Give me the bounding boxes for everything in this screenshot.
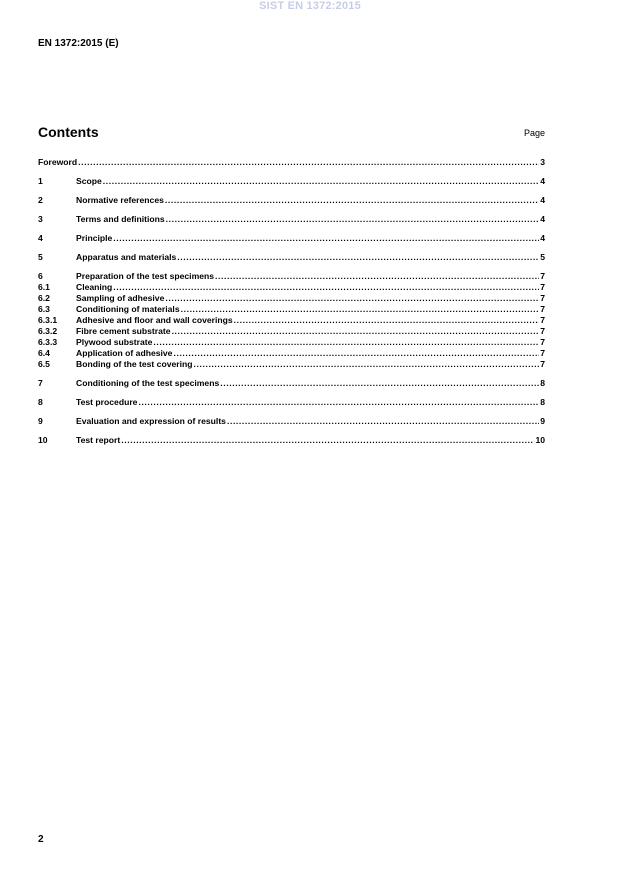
toc-number: 8: [38, 397, 43, 407]
toc-number: 6.2: [38, 293, 50, 303]
toc-entry-9[interactable]: [38, 416, 545, 427]
toc-number: 6.5: [38, 359, 50, 369]
toc-leader: [121, 435, 534, 446]
toc-page: 4: [540, 233, 545, 243]
toc-page: 7: [540, 271, 545, 281]
toc-title: Fibre cement substrate: [76, 326, 171, 336]
toc-entry-1[interactable]: [38, 176, 545, 187]
toc-entry-6-3-3[interactable]: [38, 337, 545, 348]
watermark: SIST EN 1372:2015: [259, 0, 361, 12]
toc-leader: [113, 233, 539, 244]
toc-entry-4[interactable]: [38, 233, 545, 244]
toc-title: Terms and definitions: [76, 214, 165, 224]
toc-leader: [194, 359, 540, 370]
toc-entry-6-3-1[interactable]: [38, 315, 545, 326]
toc-entry-6-1[interactable]: [38, 282, 545, 293]
toc-leader: [153, 337, 539, 348]
toc-entry-6-3[interactable]: [38, 304, 545, 315]
toc-entry-6-5[interactable]: [38, 359, 545, 370]
toc-leader: [227, 416, 539, 427]
toc-leader: [103, 176, 539, 187]
toc-entry-2[interactable]: [38, 195, 545, 206]
toc-page: 7: [540, 337, 545, 347]
toc-page: 8: [540, 397, 545, 407]
toc-leader: [165, 293, 539, 304]
toc-number: 6.3.3: [38, 337, 58, 347]
toc-entry-6[interactable]: [38, 271, 545, 282]
toc-title: Normative references: [76, 195, 164, 205]
toc-leader: [166, 214, 540, 225]
toc-leader: [78, 157, 539, 168]
toc-number: 9: [38, 416, 43, 426]
toc-entry-6-3-2[interactable]: [38, 326, 545, 337]
toc-title: Test report: [76, 435, 121, 445]
toc-entry-10[interactable]: [38, 435, 545, 446]
toc-leader: [138, 397, 539, 408]
toc-page: 4: [540, 214, 545, 224]
toc-page: 7: [540, 315, 545, 325]
toc-page: 7: [540, 359, 545, 369]
page-number: 2: [38, 834, 44, 845]
toc-title: Evaluation and expression of results: [76, 416, 226, 426]
table-of-contents: [38, 157, 545, 446]
toc-entry-7[interactable]: [38, 378, 545, 389]
toc-title: Plywood substrate: [76, 337, 153, 347]
toc-number: 1: [38, 176, 43, 186]
toc-title: Sampling of adhesive: [76, 293, 165, 303]
toc-page: 5: [540, 252, 545, 262]
toc-number: 4: [38, 233, 43, 243]
document-id: EN 1372:2015 (E): [38, 38, 119, 49]
toc-leader: [215, 271, 539, 282]
toc-page: 7: [540, 282, 545, 292]
toc-leader: [181, 304, 540, 315]
toc-entry-8[interactable]: [38, 397, 545, 408]
toc-page: 4: [540, 195, 545, 205]
toc-leader: [173, 348, 539, 359]
toc-page: 4: [540, 176, 545, 186]
toc-page: 10: [535, 435, 545, 445]
toc-title: Cleaning: [76, 282, 113, 292]
toc-page: 7: [540, 326, 545, 336]
toc-page: 7: [540, 293, 545, 303]
toc-entry-foreword[interactable]: [38, 157, 545, 168]
toc-leader: [234, 315, 540, 326]
toc-entry-6-4[interactable]: [38, 348, 545, 359]
toc-page: 7: [540, 348, 545, 358]
contents-heading: Contents: [38, 124, 99, 140]
toc-leader: [113, 282, 539, 293]
toc-page: 9: [540, 416, 545, 426]
toc-number: 2: [38, 195, 43, 205]
toc-entry-6-2[interactable]: [38, 293, 545, 304]
toc-leader: [172, 326, 540, 337]
toc-number: 7: [38, 378, 43, 388]
toc-leader: [165, 195, 539, 206]
toc-number: 5: [38, 252, 43, 262]
toc-title: Principle: [76, 233, 113, 243]
toc-number: 6.3.2: [38, 326, 58, 336]
toc-number: 6.4: [38, 348, 50, 358]
toc-title: Preparation of the test specimens: [76, 271, 215, 281]
toc-title: Conditioning of materials: [76, 304, 180, 314]
toc-title: Conditioning of the test specimens: [76, 378, 220, 388]
page-column-label: Page: [523, 128, 545, 138]
toc-entry-3[interactable]: [38, 214, 545, 225]
toc-title: Application of adhesive: [76, 348, 173, 358]
toc-title: Test procedure: [76, 397, 138, 407]
toc-title: Scope: [76, 176, 102, 186]
toc-leader: [177, 252, 539, 263]
toc-title: Bonding of the test covering: [76, 359, 193, 369]
toc-page: 7: [540, 304, 545, 314]
toc-entry-5[interactable]: [38, 252, 545, 263]
toc-number: 3: [38, 214, 43, 224]
toc-title: Foreword: [38, 157, 78, 167]
toc-leader: [220, 378, 539, 389]
toc-page: 8: [540, 378, 545, 388]
toc-number: 6.1: [38, 282, 50, 292]
toc-title: Adhesive and floor and wall coverings: [76, 315, 233, 325]
toc-page: 3: [540, 157, 545, 167]
toc-number: 6: [38, 271, 43, 281]
toc-number: 10: [38, 435, 48, 445]
toc-number: 6.3: [38, 304, 50, 314]
toc-number: 6.3.1: [38, 315, 58, 325]
toc-title: Apparatus and materials: [76, 252, 177, 262]
